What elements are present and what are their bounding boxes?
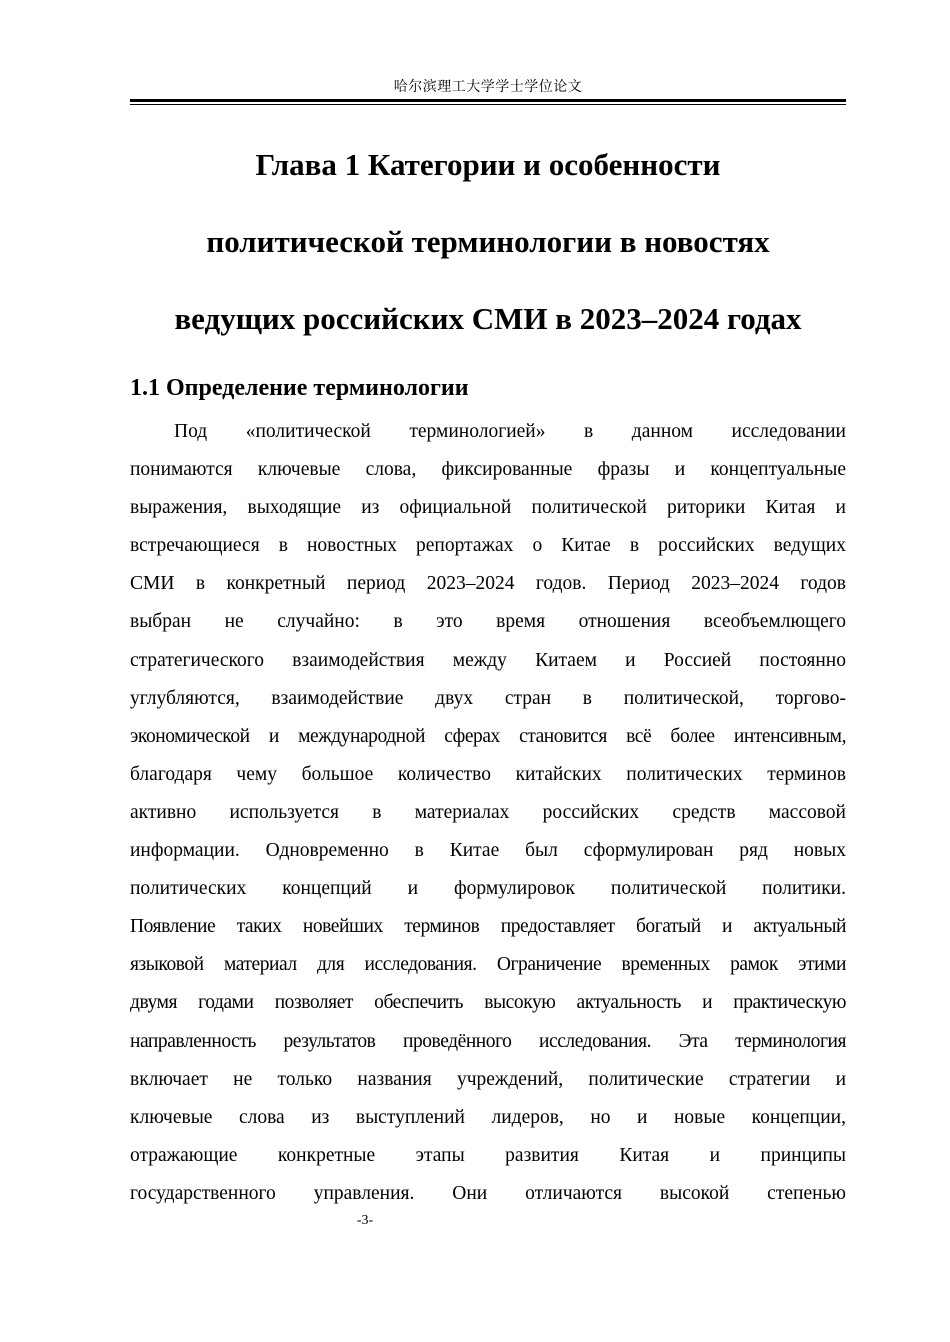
chapter-title-line: ведущих российских СМИ в 2023–2024 годах (174, 301, 802, 336)
page-number: -3- (356, 1213, 374, 1228)
section-heading: 1.1 Определение терминологии (130, 375, 469, 401)
paragraph-line: двумя годами позволяет обеспечить высокую актуальность и практическую (130, 992, 846, 1014)
paragraph-line: Появление таких новейших терминов предоставляет богатый и актуальный (130, 916, 846, 938)
running-header: 哈尔滨理工大学学士学位论文 (393, 80, 583, 95)
paragraph-line: отражающие конкретные этапы развития Китая и принципы (130, 1144, 846, 1166)
paragraph-line: СМИ в конкретный период 2023–2024 годов. Период 2023–2024 годов (130, 573, 846, 595)
paragraph-line: активно используется в материалах российских средств массовой (130, 801, 846, 823)
paragraph-line: направленность результатов проведённого исследования. Эта терминология (130, 1030, 846, 1052)
paragraph-line: стратегического взаимодействия между Китаем и Россией постоянно (130, 649, 846, 671)
paragraph-line: политических концепций и формулировок политической политики. (130, 878, 846, 900)
paragraph-line: языковой материал для исследования. Ограничение временных рамок этими (130, 954, 846, 976)
paragraph-line: экономической и международной сферах становится всё более интенсивным, (130, 725, 846, 747)
paragraph-line: информации. Одновременно в Китае был сформулирован ряд новых (130, 840, 846, 862)
paragraph-line: выбран не случайно: в это время отношения всеобъемлющего (130, 611, 846, 633)
paragraph-line: ключевые слова из выступлений лидеров, но и новые концепции, (130, 1106, 846, 1128)
header-rule-thick (130, 99, 846, 102)
paragraph-line: понимаются ключевые слова, фиксированные фразы и концептуальные (130, 459, 846, 481)
paragraph-line: государственного управления. Они отличаются высокой степенью (130, 1182, 846, 1204)
paragraph-line: выражения, выходящие из официальной политической риторики Китая и (130, 497, 846, 519)
paragraph-line: встречающиеся в новостных репортажах о Китае в российских ведущих (130, 535, 846, 557)
paragraph-line: Под «политической терминологией» в данном исследовании (174, 421, 846, 442)
chapter-title-line: политической терминологии в новостях (206, 224, 770, 259)
body-paragraph (130, 413, 846, 1213)
paragraph-line: включает не только названия учреждений, политические стратегии и (130, 1068, 846, 1090)
chapter-title-line: Глава 1 Категории и особенности (255, 147, 721, 182)
paragraph-line: благодаря чему большое количество китайских политических терминов (130, 763, 846, 785)
paragraph-line: углубляются, взаимодействие двух стран в политической, торгово- (130, 687, 846, 709)
chapter-title (130, 126, 846, 357)
header-rule-thin (130, 104, 846, 105)
